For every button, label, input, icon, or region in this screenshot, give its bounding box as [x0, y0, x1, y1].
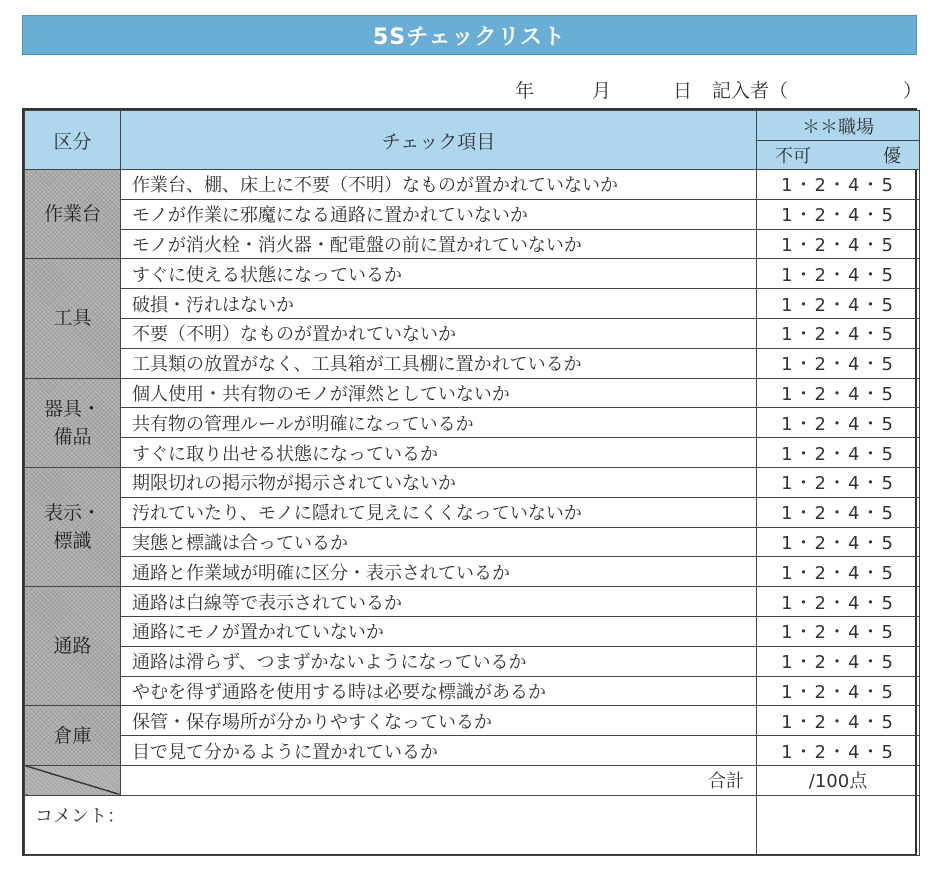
checklist-row: [25, 467, 920, 497]
checklist-row: [25, 438, 920, 468]
checklist-row: [25, 318, 920, 348]
score-options[interactable]: 1・2・4・5: [757, 259, 920, 289]
category-label-line: 器具・: [43, 397, 101, 420]
checklist-row: [25, 289, 920, 319]
comment-row: [25, 795, 920, 855]
page-title: 5Sチェックリスト: [372, 24, 567, 50]
comment-field[interactable]: [25, 795, 757, 855]
scale-header: [757, 141, 920, 170]
workplace-header: ＊＊職場: [757, 111, 920, 141]
check-item: 通路と作業域が明確に区分・表示されているか: [121, 557, 757, 587]
check-item: 保管・保存場所が分かりやすくなっているか: [121, 706, 757, 736]
check-item: 個人使用・共有物のモノが渾然としていないか: [121, 378, 757, 408]
checklist-row: [25, 497, 920, 527]
check-item: 通路は滑らず、つまずかないようになっているか: [121, 646, 757, 676]
recorder-close: ）: [903, 80, 923, 102]
check-item: 目で見て分かるように置かれているか: [121, 736, 757, 766]
checklist-row: [25, 587, 920, 617]
total-value: /100点: [757, 765, 920, 795]
score-options[interactable]: 1・2・4・5: [757, 408, 920, 438]
category-cell: 通路: [25, 587, 121, 706]
checklist-row: [25, 557, 920, 587]
score-options[interactable]: 1・2・4・5: [757, 289, 920, 319]
score-options[interactable]: 1・2・4・5: [757, 646, 920, 676]
score-options[interactable]: 1・2・4・5: [757, 616, 920, 646]
total-label: 合計: [121, 765, 757, 795]
checklist-row: [25, 706, 920, 736]
scale-high-label: 優: [883, 146, 901, 167]
comment-label: コメント：: [35, 805, 125, 827]
check-item: 工具類の放置がなく、工具箱が工具棚に置かれているか: [121, 348, 757, 378]
checklist-row: [25, 646, 920, 676]
checklist-row: [25, 229, 920, 259]
score-options[interactable]: 1・2・4・5: [757, 318, 920, 348]
total-diagonal-cell: [25, 765, 121, 795]
check-item: モノが消火栓・消火器・配電盤の前に置かれていないか: [121, 229, 757, 259]
check-item: 期限切れの掲示物が掲示されていないか: [121, 467, 757, 497]
check-item: 作業台、棚、床上に不要（不明）なものが置かれていないか: [121, 170, 757, 200]
category-label-line: 表示・: [43, 502, 101, 525]
score-options[interactable]: 1・2・4・5: [757, 497, 920, 527]
checklist-row: [25, 736, 920, 766]
score-options[interactable]: 1・2・4・5: [757, 676, 920, 706]
score-options[interactable]: 1・2・4・5: [757, 199, 920, 229]
checklist-row: [25, 348, 920, 378]
year-label: 年: [515, 80, 535, 102]
category-cell: 作業台: [25, 170, 121, 259]
check-item: モノが作業に邪魔になる通路に置かれていないか: [121, 199, 757, 229]
score-options[interactable]: 1・2・4・5: [757, 557, 920, 587]
month-label: 月: [592, 80, 612, 102]
category-cell: 倉庫: [25, 706, 121, 766]
score-options[interactable]: 1・2・4・5: [757, 736, 920, 766]
score-options[interactable]: 1・2・4・5: [757, 706, 920, 736]
checklist-row: [25, 408, 920, 438]
score-options[interactable]: 1・2・4・5: [757, 348, 920, 378]
category-header: 区分: [25, 111, 121, 170]
checklist-table: [24, 110, 920, 856]
checklist-row: [25, 259, 920, 289]
check-item: 通路は白線等で表示されているか: [121, 587, 757, 617]
checklist-row: [25, 527, 920, 557]
day-label: 日: [673, 80, 693, 102]
score-options[interactable]: 1・2・4・5: [757, 587, 920, 617]
date-line: [0, 76, 948, 100]
checklist-row: [25, 199, 920, 229]
category-cell: 工具: [25, 259, 121, 378]
check-item: やむを得ず通路を使用する時は必要な標識があるか: [121, 676, 757, 706]
score-options[interactable]: 1・2・4・5: [757, 229, 920, 259]
check-item: すぐに使える状態になっているか: [121, 259, 757, 289]
checklist-sheet: [22, 108, 917, 856]
score-options[interactable]: 1・2・4・5: [757, 170, 920, 200]
score-options[interactable]: 1・2・4・5: [757, 378, 920, 408]
category-cell: [25, 467, 121, 586]
recorder-label: 記入者（: [712, 80, 789, 102]
check-item: すぐに取り出せる状態になっているか: [121, 438, 757, 468]
check-item: 共有物の管理ルールが明確になっているか: [121, 408, 757, 438]
category-label-line: 標識: [53, 530, 92, 553]
total-row: [25, 765, 920, 795]
category-cell: [25, 378, 121, 467]
check-items-header: チェック項目: [121, 111, 757, 170]
check-item: 実態と標識は合っているか: [121, 527, 757, 557]
check-item: 汚れていたり、モノに隠れて見えにくくなっていないか: [121, 497, 757, 527]
checklist-row: [25, 676, 920, 706]
checklist-body: [25, 170, 920, 766]
checklist-row: [25, 616, 920, 646]
check-item: 通路にモノが置かれていないか: [121, 616, 757, 646]
scale-low-label: 不可: [775, 146, 811, 167]
check-item: 破損・汚れはないか: [121, 289, 757, 319]
score-options[interactable]: 1・2・4・5: [757, 527, 920, 557]
comment-score-cell[interactable]: [757, 795, 920, 855]
score-options[interactable]: 1・2・4・5: [757, 438, 920, 468]
category-label-line: 備品: [53, 425, 92, 448]
title-bar: [22, 15, 917, 55]
checklist-row: [25, 378, 920, 408]
check-item: 不要（不明）なものが置かれていないか: [121, 318, 757, 348]
score-options[interactable]: 1・2・4・5: [757, 467, 920, 497]
checklist-row: [25, 170, 920, 200]
